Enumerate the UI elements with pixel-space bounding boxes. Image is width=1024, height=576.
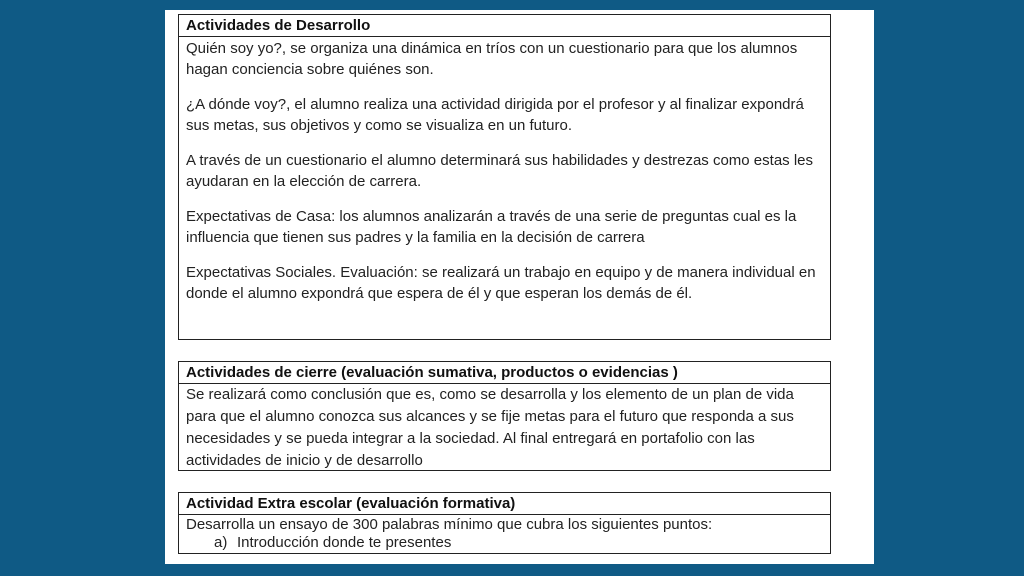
list-marker: a): [214, 534, 228, 551]
document-page: [165, 10, 874, 564]
section-actividad-extra-escolar: [178, 492, 831, 554]
section-body: [179, 37, 830, 304]
paragraph: A través de un cuestionario el alumno determinará sus habilidades y destrezas como estas les ayudaran en la elección de carrera.: [186, 152, 814, 190]
section-actividades-cierre: [178, 361, 831, 471]
section-text: Desarrolla un ensayo de 300 palabras mínimo que cubra los siguientes puntos:: [186, 516, 713, 533]
section-heading: Actividades de cierre (evaluación sumativa, productos o evidencias ): [179, 362, 830, 384]
section-body: [179, 515, 830, 552]
paragraph: Quién soy yo?, se organiza una dinámica en tríos con un cuestionario para que los alumnos hagan conciencia sobre quiénes son.: [186, 40, 798, 78]
section-body: Se realizará como conclusión que es, como se desarrolla y los elemento de un plan de vida para que el alumno conozca sus alcances y se fije metas para el futuro que responda a sus necesidades y se pueda integrar a la sociedad. Al final entregará en portafolio con las actividades de inicio y de desarrollo: [186, 386, 794, 469]
list-item-text: Introducción donde te presentes: [237, 534, 452, 551]
section-actividades-desarrollo: [178, 14, 831, 340]
paragraph: Expectativas Sociales. Evaluación: se realizará un trabajo en equipo y de manera individual en donde el alumno expondrá que espera de él y que esperan los demás de él.: [186, 264, 816, 302]
section-heading: Actividad Extra escolar (evaluación formativa): [179, 493, 830, 515]
section-heading: Actividades de Desarrollo: [179, 15, 830, 37]
list-item: [186, 534, 823, 552]
paragraph: Expectativas de Casa: los alumnos analizarán a través de una serie de preguntas cual es la influencia que tienen sus padres y la familia en la decisión de carrera: [186, 208, 797, 246]
paragraph: ¿A dónde voy?, el alumno realiza una actividad dirigida por el profesor y al finalizar expondrá sus metas, sus objetivos y como se visualiza en un futuro.: [186, 96, 804, 134]
